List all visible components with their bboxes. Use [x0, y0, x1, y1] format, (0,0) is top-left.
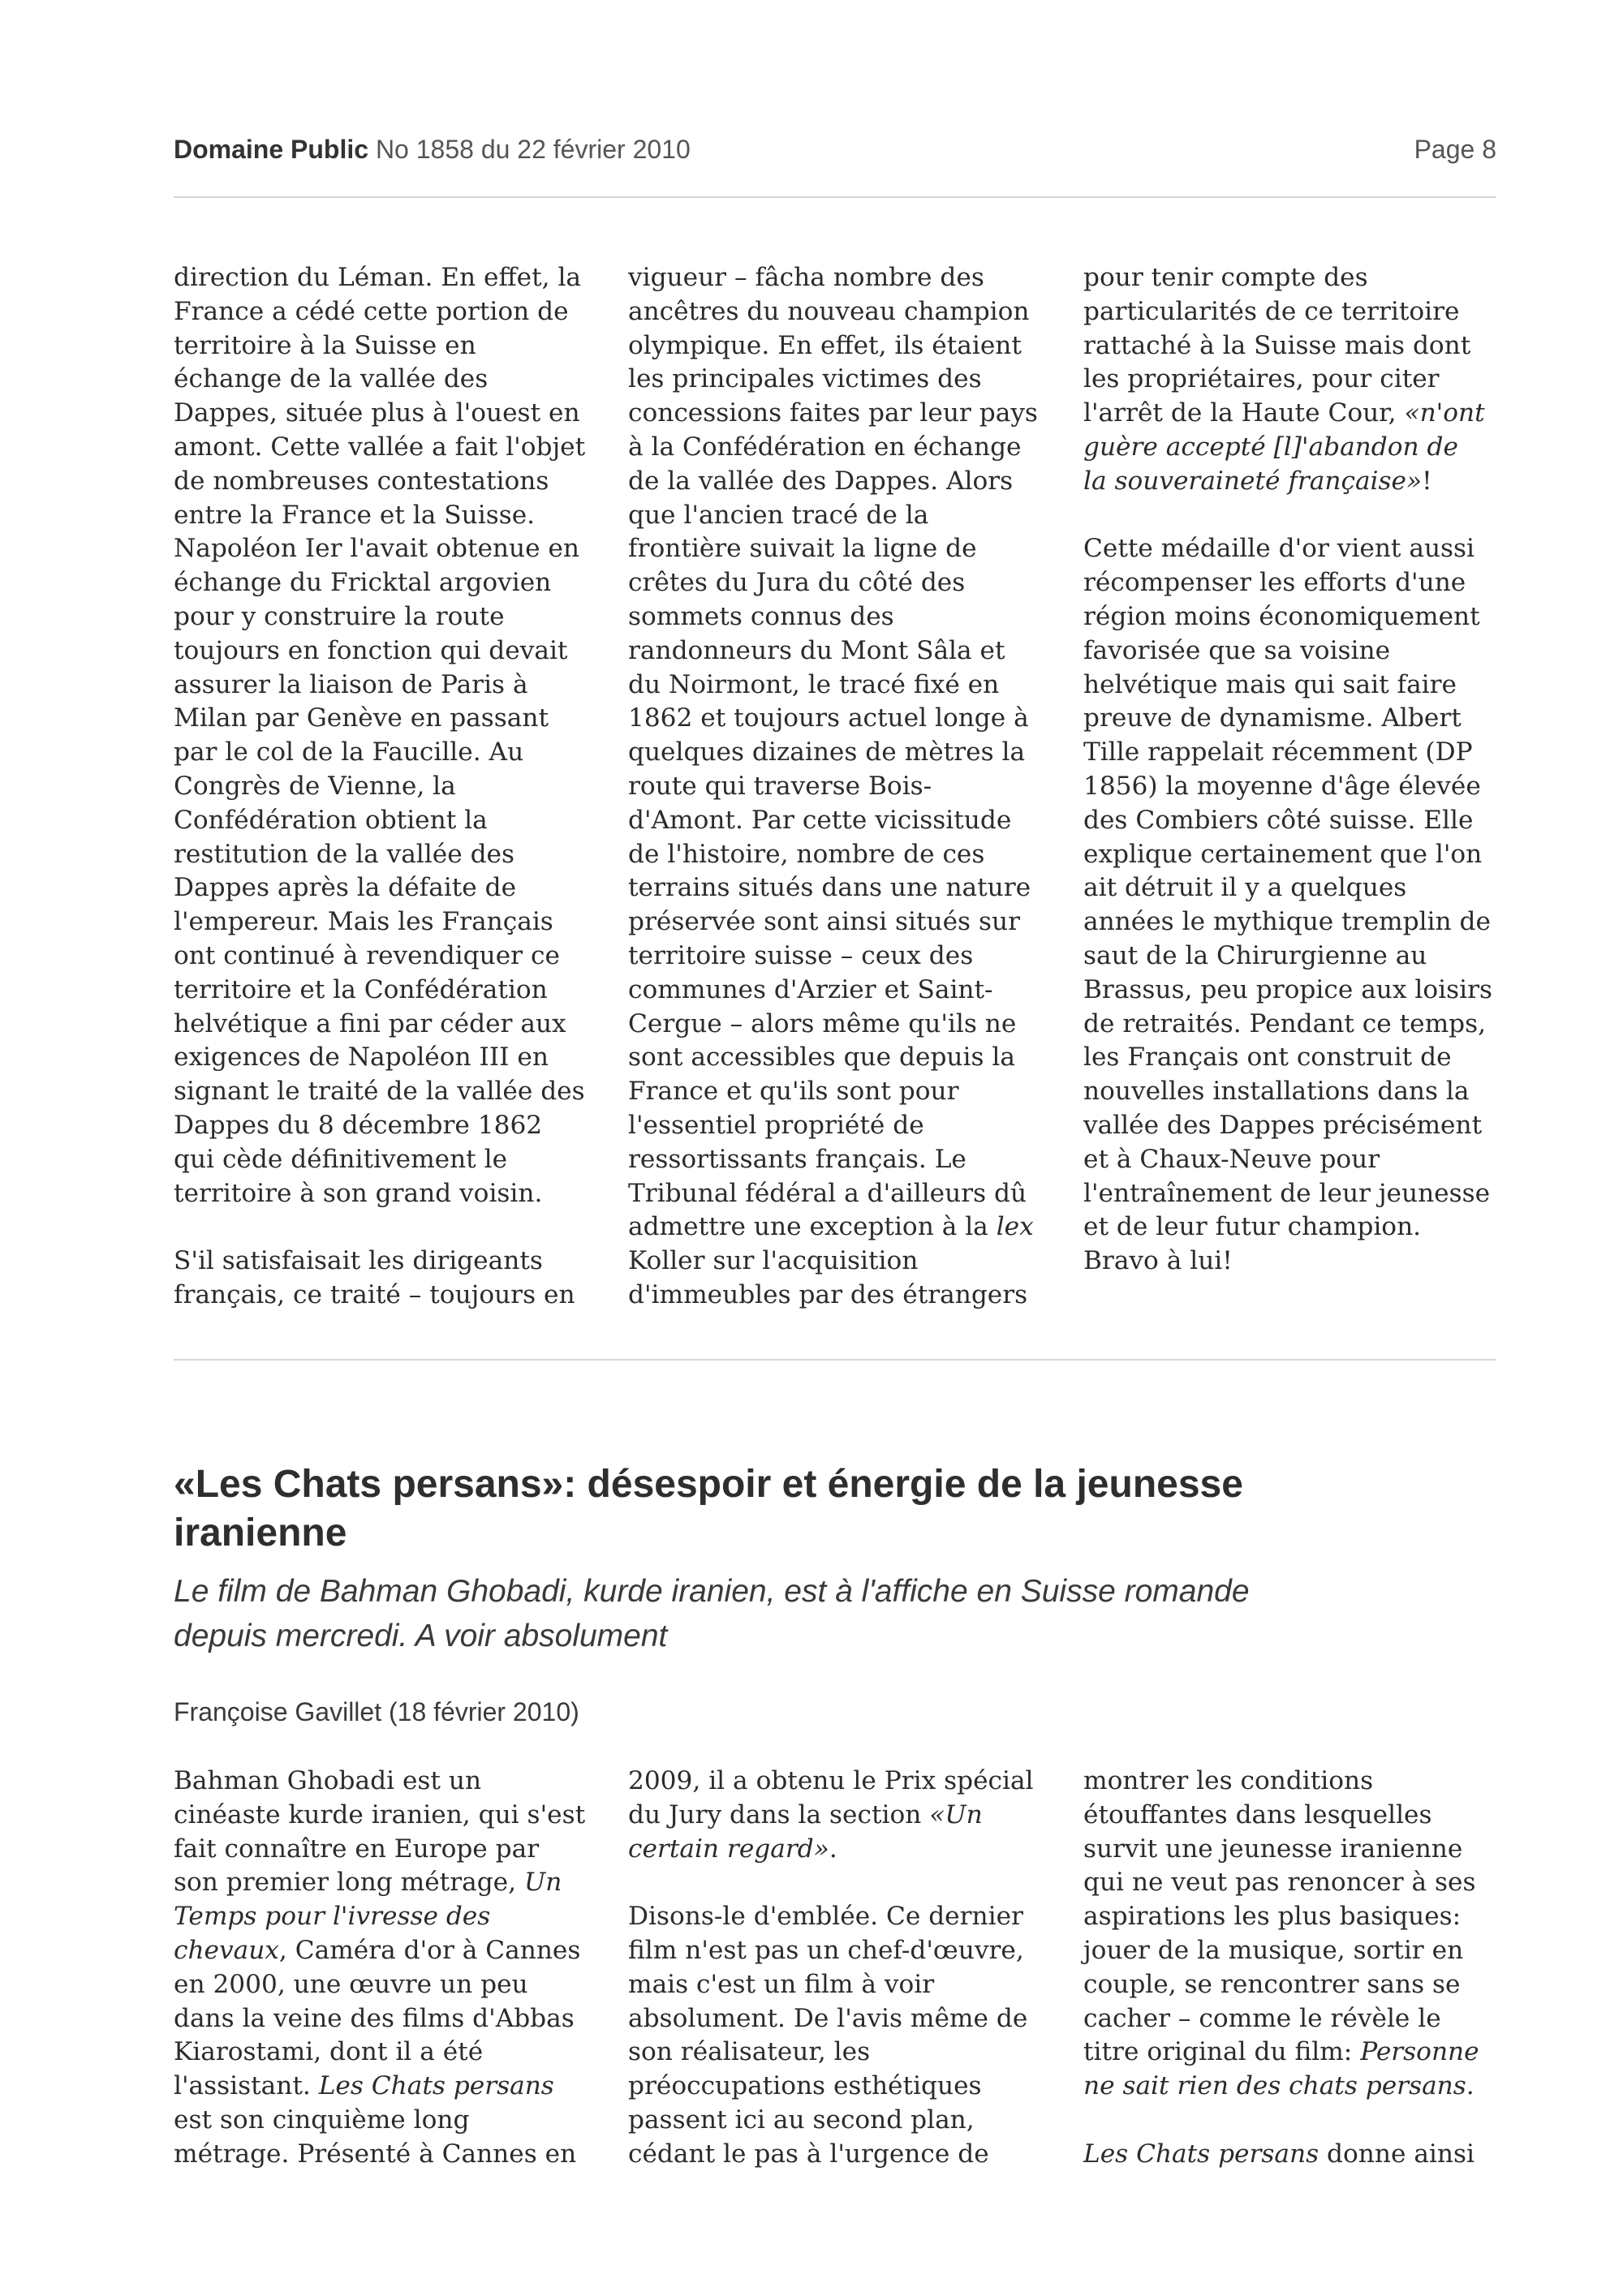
text-line: récompenser les efforts d'une	[1083, 568, 1466, 598]
text-line: qui ne veut pas renoncer à ses	[1083, 1868, 1476, 1898]
page-number: Page 8	[1414, 135, 1496, 164]
text-line: admettre une exception à la lex	[628, 1212, 1034, 1242]
text-line: ancêtres du nouveau champion	[628, 296, 1030, 326]
article-column-3	[1083, 261, 1522, 1279]
text-line: montrer les conditions	[1083, 1766, 1374, 1795]
text-line: restitution de la vallée des	[174, 839, 515, 869]
text-line: jouer de la musique, sortir en	[1083, 1935, 1464, 1965]
text-line: Temps pour l'ivresse des	[174, 1902, 491, 1932]
text-line: Bravo à lui!	[1083, 1246, 1233, 1276]
text-line: Dappes, située plus à l'ouest en	[174, 398, 580, 428]
text-line: Dappes après la défaite de	[174, 873, 517, 903]
text-line: terrains situés dans une nature	[628, 873, 1031, 903]
text-line: Cette médaille d'or vient aussi	[1083, 534, 1475, 564]
text-line: du Jury dans la section «Un	[628, 1799, 983, 1829]
text-line: et à Chaux-Neuve pour	[1083, 1144, 1380, 1174]
text-line: Bahman Ghobadi est un	[174, 1766, 482, 1795]
text-line: français, ce traité – toujours en	[174, 1279, 575, 1309]
article-column-1	[174, 261, 612, 1313]
title-line: «Les Chats persans»: désespoir et énergie de la jeunesse	[174, 1463, 1243, 1506]
text-line: ait détruit il y a quelques	[1083, 873, 1407, 903]
text-line: à la Confédération en échange	[628, 432, 1022, 462]
text-line: l'empereur. Mais les Français	[174, 907, 553, 937]
text-line: particularités de ce territoire	[1083, 296, 1460, 326]
text-line: préoccupations esthétiques	[628, 2071, 982, 2101]
text-line: frontière suivait la ligne de	[628, 534, 977, 564]
text-line: étouffantes dans lesquelles	[1083, 1799, 1432, 1829]
paragraph	[174, 1245, 612, 1313]
paragraph	[174, 261, 612, 1210]
text-line: en 2000, une œuvre un peu	[174, 1969, 528, 1999]
text-line: cédant le pas à l'urgence de	[628, 2139, 989, 2169]
text-line: mais c'est un film à voir	[628, 1969, 935, 1999]
text-line: sommets connus des	[628, 601, 894, 631]
text-line: Cergue – alors même qu'ils ne	[628, 1008, 1017, 1038]
text-line: titre original du film: Personne	[1083, 2037, 1479, 2067]
text-line: qui cède définitivement le	[174, 1144, 508, 1174]
text-line: métrage. Présenté à Cannes en	[174, 2139, 577, 2169]
text-line: S'il satisfaisait les dirigeants	[174, 1246, 543, 1276]
article-column-2	[628, 261, 1066, 1313]
text-line: son réalisateur, les	[628, 2037, 871, 2067]
text-line: Tribunal fédéral a d'ailleurs dû	[628, 1178, 1027, 1208]
paragraph	[174, 1765, 612, 2172]
text-line: du Noirmont, le tracé fixé en	[628, 669, 1000, 699]
text-lines	[628, 261, 1066, 1210]
quote-italic: «n'ont	[1404, 398, 1485, 428]
text-line: l'assistant. Les Chats persans	[174, 2071, 554, 2101]
paragraph	[1083, 1765, 1522, 2104]
text-line: film n'est pas un chef-d'œuvre,	[628, 1935, 1024, 1965]
text-line: direction du Léman. En effet, la	[174, 263, 582, 292]
paragraph	[1083, 261, 1522, 499]
text-line: que l'ancien tracé de la	[628, 500, 929, 530]
header-divider	[174, 196, 1496, 198]
publication-name: Domaine Public	[174, 135, 369, 164]
subtitle-line: depuis mercredi. A voir absolument	[174, 1619, 668, 1653]
text-line: dans la veine des films d'Abbas	[174, 2003, 575, 2033]
text-line: couple, se rencontrer sans se	[1083, 1969, 1461, 1999]
text-line: ne sait rien des chats persans.	[1083, 2071, 1474, 2101]
text-line: preuve de dynamisme. Albert	[1083, 703, 1462, 733]
text-line: d'immeubles par des étrangers	[628, 1279, 1028, 1309]
text-line: 1862 et toujours actuel longe à	[628, 703, 1029, 733]
text-line: Congrès de Vienne, la	[174, 771, 456, 801]
text-line: l'arrêt de la Haute Cour, «n'ont	[1083, 398, 1485, 428]
text-line: vallée des Dappes précisément	[1083, 1110, 1483, 1140]
text-line: Disons-le d'emblée. Ce dernier	[628, 1902, 1023, 1932]
text-line: explique certainement que l'on	[1083, 839, 1483, 869]
text-line: certain regard».	[628, 1834, 837, 1864]
text-line: d'Amont. Par cette vicissitude	[628, 805, 1012, 835]
text-line: France et qu'ils sont pour	[628, 1077, 959, 1107]
text-line: cacher – comme le révèle le	[1083, 2003, 1441, 2033]
text-line: Milan par Genève en passant	[174, 703, 549, 733]
text-line: de retraités. Pendant ce temps,	[1083, 1008, 1487, 1038]
italic-lex: lex	[996, 1212, 1034, 1242]
text-line: exigences de Napoléon III en	[174, 1043, 549, 1073]
text-line: Confédération obtient la	[174, 805, 488, 835]
paragraph	[1083, 2138, 1522, 2172]
text-line: de la vallée des Dappes. Alors	[628, 466, 1014, 496]
text-line: territoire suisse – ceux des	[628, 940, 974, 970]
text-line: randonneurs du Mont Sâla et	[628, 635, 1005, 665]
text-line: Koller sur l'acquisition	[628, 1246, 919, 1276]
text-line: survit une jeunesse iranienne	[1083, 1834, 1463, 1864]
text-line: l'essentiel propriété de	[628, 1110, 924, 1140]
article2-column-1	[174, 1765, 612, 2172]
text-line: par le col de la Faucille. Au	[174, 737, 524, 767]
quote-italic: guère accepté [l]'abandon de	[1083, 432, 1458, 462]
text-line: des Combiers côté suisse. Elle	[1083, 805, 1474, 835]
article2-column-3	[1083, 1765, 1522, 2172]
text-line: olympique. En effet, ils étaient	[628, 330, 1022, 360]
page-header	[174, 135, 1496, 170]
text-line: pour y construire la route	[174, 601, 505, 631]
text-line: la souveraineté française»!	[1083, 466, 1432, 496]
text-line: helvétique mais qui sait faire	[1083, 669, 1457, 699]
text-line: l'entraînement de leur jeunesse	[1083, 1178, 1491, 1208]
article2-column-2	[628, 1765, 1066, 2172]
text-line: toujours en fonction qui devait	[174, 635, 568, 665]
text-line: passent ici au second plan,	[628, 2105, 975, 2135]
paragraph	[628, 1765, 1066, 1866]
text-line: vigueur – fâcha nombre des	[628, 263, 984, 292]
text-line: ressortissants français. Le	[628, 1144, 966, 1174]
text-line: Napoléon Ier l'avait obtenue en	[174, 534, 580, 564]
paragraph	[1083, 532, 1522, 1279]
text-line: Les Chats persans donne ainsi	[1083, 2139, 1474, 2169]
text-line: échange de la vallée des	[174, 364, 489, 394]
title-line: iranienne	[174, 1511, 347, 1554]
text-line: France a cédé cette portion de	[174, 296, 569, 326]
text-line: les principales victimes des	[628, 364, 982, 394]
article-divider	[174, 1359, 1496, 1361]
text-line: son premier long métrage, Un	[174, 1868, 562, 1898]
text-line: de l'histoire, nombre de ces	[628, 839, 985, 869]
subtitle-line: Le film de Bahman Ghobadi, kurde iranien, est à l'affiche en Suisse romande	[174, 1574, 1250, 1609]
article-subtitle	[174, 1569, 1496, 1658]
text-line: amont. Cette vallée a fait l'objet	[174, 432, 586, 462]
text-line: fait connaître en Europe par	[174, 1834, 540, 1864]
text-line: échange du Fricktal argovien	[174, 568, 552, 598]
text-line: territoire à la Suisse en	[174, 330, 476, 360]
text-line: de nombreuses contestations	[174, 466, 549, 496]
text-line: Tille rappelait récemment (DP	[1083, 737, 1473, 767]
text-line: quelques dizaines de mètres la	[628, 737, 1026, 767]
article-byline: Françoise Gavillet (18 février 2010)	[174, 1697, 579, 1726]
text-line: cinéaste kurde iranien, qui s'est	[174, 1799, 586, 1829]
text-line: Dappes du 8 décembre 1862	[174, 1110, 543, 1140]
text-line: Kiarostami, dont il a été	[174, 2037, 484, 2067]
text-line: les Français ont construit de	[1083, 1043, 1452, 1073]
text-line: aspirations les plus basiques:	[1083, 1902, 1462, 1932]
text-line: route qui traverse Bois-	[628, 771, 932, 801]
text-line: signant le traité de la vallée des	[174, 1077, 585, 1107]
text-line: les propriétaires, pour citer	[1083, 364, 1440, 394]
text-lines	[628, 1245, 1066, 1313]
text-line: Brassus, peu propice aux loisirs	[1083, 974, 1492, 1004]
issue-info: No 1858 du 22 février 2010	[375, 135, 691, 164]
text-line: territoire et la Confédération	[174, 974, 548, 1004]
text-lines	[1083, 261, 1522, 397]
text-line: chevaux, Caméra d'or à Cannes	[174, 1935, 581, 1965]
text-line: 1856) la moyenne d'âge élevée	[1083, 771, 1481, 801]
text-line: concessions faites par leur pays	[628, 398, 1038, 428]
text-line	[1083, 431, 1522, 465]
text-lines	[1083, 1765, 1522, 2036]
text-line: années le mythique tremplin de	[1083, 907, 1491, 937]
text-line: préservée sont ainsi situés sur	[628, 907, 1020, 937]
text-line: pour tenir compte des	[1083, 263, 1368, 292]
text-line: est son cinquième long	[174, 2105, 470, 2135]
text-line: territoire à son grand voisin.	[174, 1178, 543, 1208]
text-line: saut de la Chirurgienne au	[1083, 940, 1427, 970]
text-line: région moins économiquement	[1083, 601, 1480, 631]
text-line: crêtes du Jura du côté des	[628, 568, 966, 598]
text-line: absolument. De l'avis même de	[628, 2003, 1028, 2033]
text-line: rattaché à la Suisse mais dont	[1083, 330, 1471, 360]
text-line: nouvelles installations dans la	[1083, 1077, 1470, 1107]
text-line: ont continué à revendiquer ce	[174, 940, 560, 970]
text-line: assurer la liaison de Paris à	[174, 669, 528, 699]
paragraph	[628, 261, 1066, 1313]
text-line: communes d'Arzier et Saint-	[628, 974, 993, 1004]
quote-italic: la souveraineté française»	[1083, 466, 1423, 496]
paragraph	[628, 1900, 1066, 2171]
text-line: sont accessibles que depuis la	[628, 1043, 1015, 1073]
article-title	[174, 1460, 1496, 1558]
text-line: et de leur futur champion.	[1083, 1212, 1422, 1242]
text-line: 2009, il a obtenu le Prix spécial	[628, 1766, 1034, 1795]
text-line: favorisée que sa voisine	[1083, 635, 1391, 665]
text-line: helvétique a fini par céder aux	[174, 1008, 566, 1038]
text-line: entre la France et la Suisse.	[174, 500, 536, 530]
